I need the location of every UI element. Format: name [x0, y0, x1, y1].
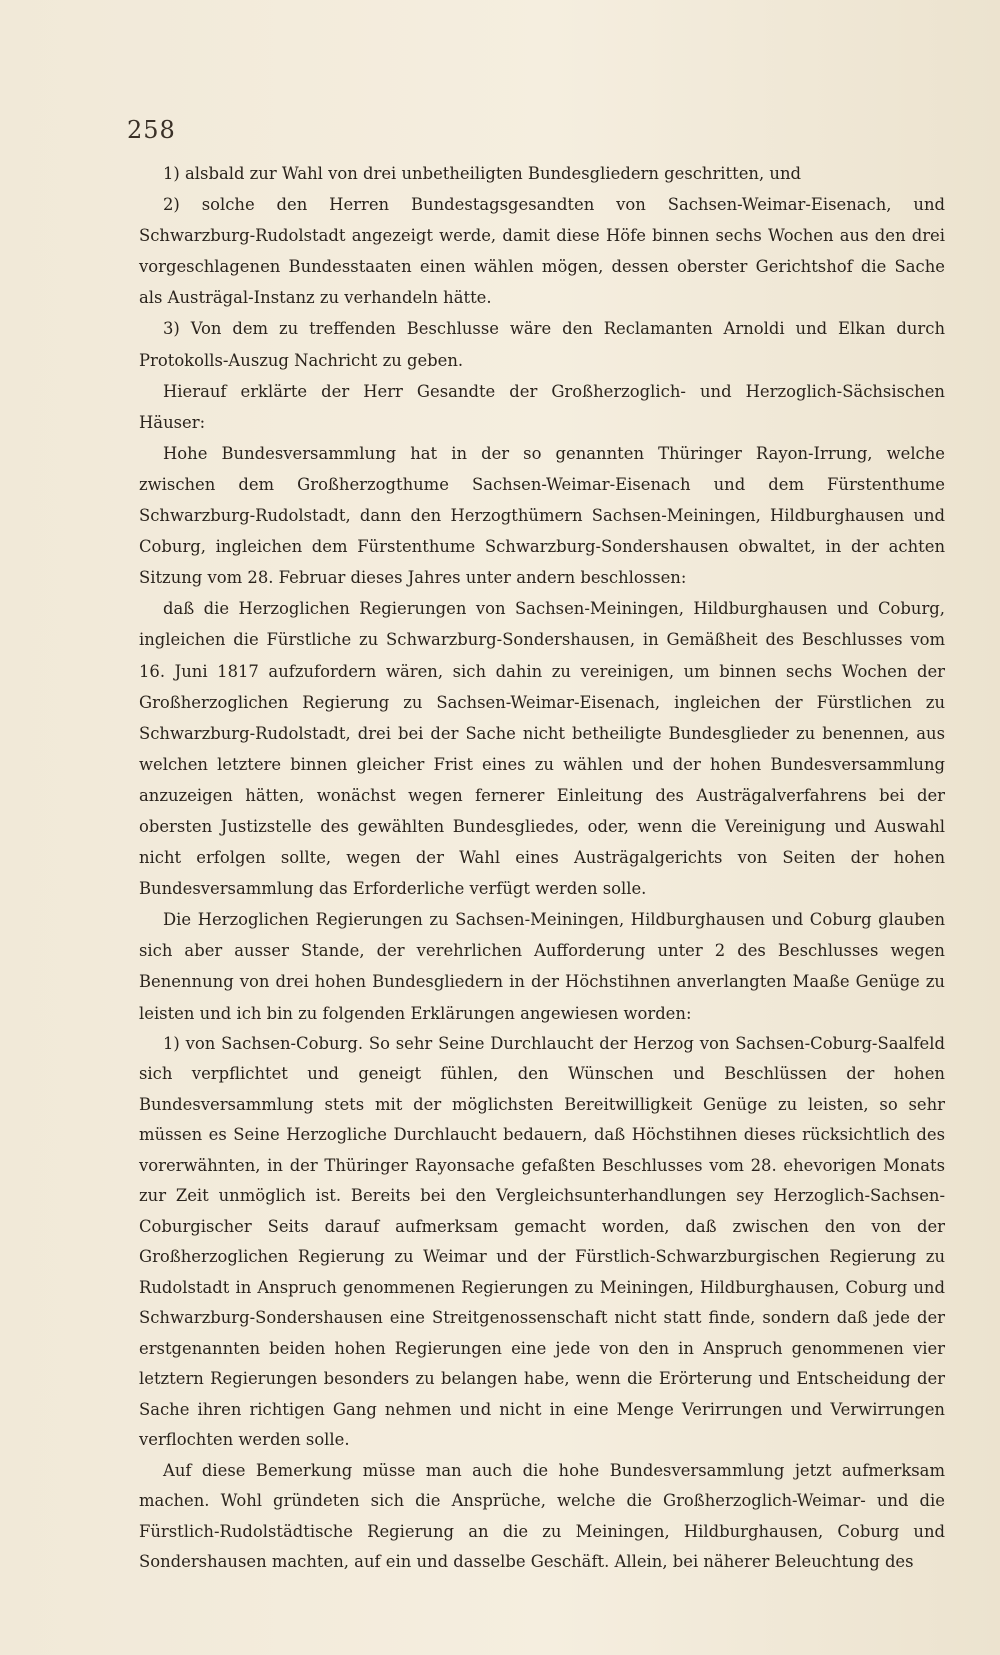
paragraph-2: 2) solche den Herren Bundestagsgesandten von Sachsen-Weimar-Eisenach, und Schwarzburg-Rudolstadt angezeigt werde, damit diese Höfe binnen sechs Wochen aus den drei vorgeschlagenen Bundesstaaten einen wählen mögen, dessen oberster Gerichtshof die Sache als Austrägal-Instanz zu verhandeln hätte. [139, 195, 945, 308]
paragraph-4: Hierauf erklärte der Herr Gesandte der Großherzoglich- und Herzoglich-Sächsischen Häuser: [139, 381, 945, 432]
body-text [139, 158, 945, 1578]
paragraph-9: Auf diese Bemerkung müsse man auch die hohe Bundesversammlung jetzt aufmerksam machen. Wohl gründeten sich die Ansprüche, welche die Großherzoglich-Weimar- und die Fürstlich-Rudolstädtische Regierung an die zu Meiningen, Hildburghausen, Coburg und Sondershausen machten, auf ein und dasselbe Geschäft. Allein, bei näherer Beleuchtung des [139, 1460, 945, 1572]
paragraph-6: daß die Herzoglichen Regierungen von Sachsen-Meiningen, Hildburghausen und Coburg, ingleichen die Fürstliche zu Schwarzburg-Sondershausen, in Gemäßheit des Beschlusses vom 16. Juni 1817 aufzufordern wären, sich dahin zu vereinigen, um binnen sechs Wochen der Großherzoglichen Regierung zu Sachsen-Weimar-Eisenach, ingleichen der Fürstlichen zu Schwarzburg-Rudolstadt, drei bei der Sache nicht betheiligte Bundesglieder zu benennen, aus welchen letztere binnen gleicher Frist eines zu wählen und der hohen Bundesversammlung anzuzeigen hätten, wonächst wegen fernerer Einleitung des Austrägalverfahrens bei der obersten Justizstelle des gewählten Bundesgliedes, oder, wenn die Vereinigung und Auswahl nicht erfolgen sollte, wegen der Wahl eines Austrägalgerichts von Seiten der hohen Bundesversammlung das Erforderliche verfügt werden solle. [139, 599, 945, 899]
page-number: 258 [127, 116, 176, 144]
paragraph-3: 3) Von dem zu treffenden Beschlusse wäre den Reclamanten Arnoldi und Elkan durch Protokolls-Auszug Nachricht zu geben. [139, 319, 945, 370]
paragraph-7: Die Herzoglichen Regierungen zu Sachsen-Meiningen, Hildburghausen und Coburg glauben sich aber ausser Stande, der verehrlichen Aufforderung unter 2 des Beschlusses wegen Benennung von drei hohen Bundesgliedern in der Höchstihnen anverlangten Maaße Genüge zu leisten und ich bin zu folgenden Erklärungen angewiesen worden: [139, 910, 945, 1023]
paragraph-5: Hohe Bundesversammlung hat in der so genannten Thüringer Rayon-Irrung, welche zwischen dem Großherzogthume Sachsen-Weimar-Eisenach und dem Fürstenthume Schwarzburg-Rudolstadt, dann den Herzogthümern Sachsen-Meiningen, Hildburghausen und Coburg, ingleichen dem Fürstenthume Schwarzburg-Sondershausen obwaltet, in der achten Sitzung vom 28. Februar dieses Jahres unter andern beschlossen: [139, 443, 945, 588]
paragraph-8: 1) von Sachsen-Coburg. So sehr Seine Durchlaucht der Herzog von Sachsen-Coburg-Saalfeld sich verpflichtet und geneigt fühlen, den Wünschen und Beschlüssen der hohen Bundesversammlung stets mit der möglichsten Bereitwilligkeit Genüge zu leisten, so sehr müssen es Seine Herzogliche Durchlaucht bedauern, daß Höchstihnen dieses rücksichtlich des vorerwähnten, in der Thüringer Rayonsache gefaßten Beschlusses vom 28. ehevorigen Monats zur Zeit unmöglich ist. Bereits bei den Vergleichsunterhandlungen sey Herzoglich-Sachsen-Coburgischer Seits darauf aufmerksam gemacht worden, daß zwischen den von der Großherzoglichen Regierung zu Weimar und der Fürstlich-Schwarzburgischen Regierung zu Rudolstadt in Anspruch genommenen Regierungen zu Meiningen, Hildburghausen, Coburg und Schwarzburg-Sondershausen eine Streitgenossenschaft nicht statt finde, sondern daß jede der erstgenannten beiden hohen Regierungen eine jede von den in Anspruch genommenen vier letztern Regierungen besonders zu belangen habe, wenn die Erörterung und Entscheidung der Sache ihren richtigen Gang nehmen und nicht in eine Menge Verirrungen und Verwirrungen verflochten werden solle. [139, 1033, 945, 1450]
paragraph-1: 1) alsbald zur Wahl von drei unbetheiligten Bundesgliedern geschritten, und [163, 164, 802, 183]
